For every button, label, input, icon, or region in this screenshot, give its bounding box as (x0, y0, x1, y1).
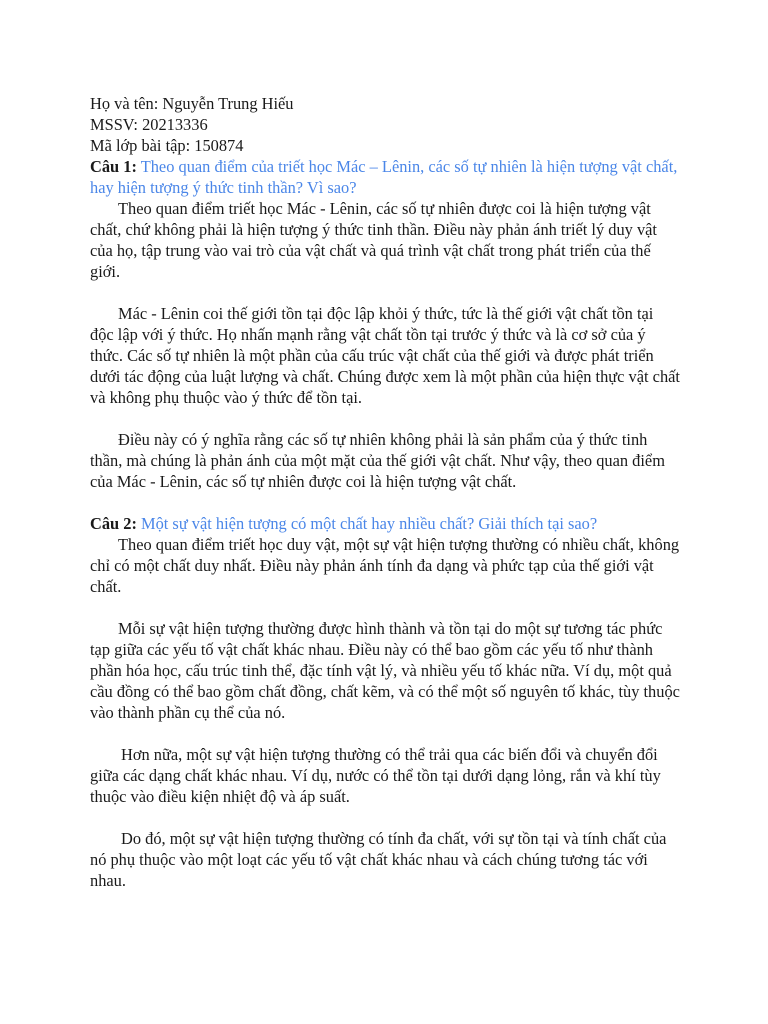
answer-2-paragraph-2: Mỗi sự vật hiện tượng thường được hình thành và tồn tại do một sự tương tác phức tạp giữa các yếu tố vật chất khác nhau. Điều này có thể bao gồm các yếu tố như thành phần hóa học, cấu trúc tinh thể, đặc tính vật lý, và nhiều yếu tố khác nữa. Ví dụ, một quả cầu đồng có thể bao gồm chất đồng, chất kẽm, và có thể một số nguyên tố khác, tùy thuộc vào thành phần cụ thể của nó. (90, 619, 680, 722)
question-2-text: Một sự vật hiện tượng có một chất hay nhiều chất? Giải thích tại sao? (141, 514, 598, 533)
question-2-heading (90, 513, 680, 534)
student-name: Họ và tên: Nguyễn Trung Hiếu (90, 94, 294, 113)
paragraph-gap (90, 723, 680, 744)
document-page (90, 93, 680, 891)
paragraph-gap (90, 408, 680, 429)
paragraph-gap (90, 807, 680, 828)
paragraph-gap (90, 492, 680, 513)
answer-1-paragraph-3: Điều này có ý nghĩa rằng các số tự nhiên không phải là sản phẩm của ý thức tinh thần, mà chúng là phản ánh của một mặt của thế giới vật chất. Như vậy, theo quan điểm của Mác - Lênin, các số tự nhiên được coi là hiện tượng vật chất. (90, 430, 665, 491)
question-1-label: Câu 1: (90, 157, 137, 176)
class-code: Mã lớp bài tập: 150874 (90, 136, 244, 155)
paragraph-gap (90, 597, 680, 618)
question-2-label: Câu 2: (90, 514, 137, 533)
answer-2-paragraph-1: Theo quan điểm triết học duy vật, một sự vật hiện tượng thường có nhiều chất, không chỉ có một chất duy nhất. Điều này phản ánh tính đa dạng và phức tạp của thế giới vật chất. (90, 535, 680, 596)
answer-1-paragraph-2: Mác - Lênin coi thế giới tồn tại độc lập khỏi ý thức, tức là thế giới vật chất tồn tại độc lập với ý thức. Họ nhấn mạnh rằng vật chất tồn tại trước ý thức và là cơ sở của ý thức. Các số tự nhiên là một phần của cấu trúc vật chất của thế giới và được phát triển dưới tác động của luật lượng và chất. Chúng được xem là một phần của hiện thực vật chất và không phụ thuộc vào ý thức để tồn tại. (90, 304, 680, 407)
answer-2-paragraph-3: Hơn nữa, một sự vật hiện tượng thường có thể trải qua các biến đổi và chuyển đổi giữa các dạng chất khác nhau. Ví dụ, nước có thể tồn tại dưới dạng lỏng, rắn và khí tùy thuộc vào điều kiện nhiệt độ và áp suất. (90, 745, 661, 806)
answer-2-paragraph-4: Do đó, một sự vật hiện tượng thường có tính đa chất, với sự tồn tại và tính chất của nó phụ thuộc vào một loạt các yếu tố vật chất khác nhau và cách chúng tương tác với nhau. (90, 829, 667, 890)
question-1-heading (90, 156, 680, 198)
student-id: MSSV: 20213336 (90, 115, 208, 134)
question-1-text: Theo quan điểm của triết học Mác – Lênin, các số tự nhiên là hiện tượng vật chất, hay hiện tượng ý thức tinh thần? Vì sao? (90, 157, 678, 197)
paragraph-gap (90, 282, 680, 303)
answer-1-paragraph-1: Theo quan điểm triết học Mác - Lênin, các số tự nhiên được coi là hiện tượng vật chất, chứ không phải là hiện tượng ý thức tinh thần. Điều này phản ánh triết lý duy vật của họ, tập trung vào vai trò của vật chất và quá trình vật chất trong phát triển của thế giới. (90, 199, 657, 281)
